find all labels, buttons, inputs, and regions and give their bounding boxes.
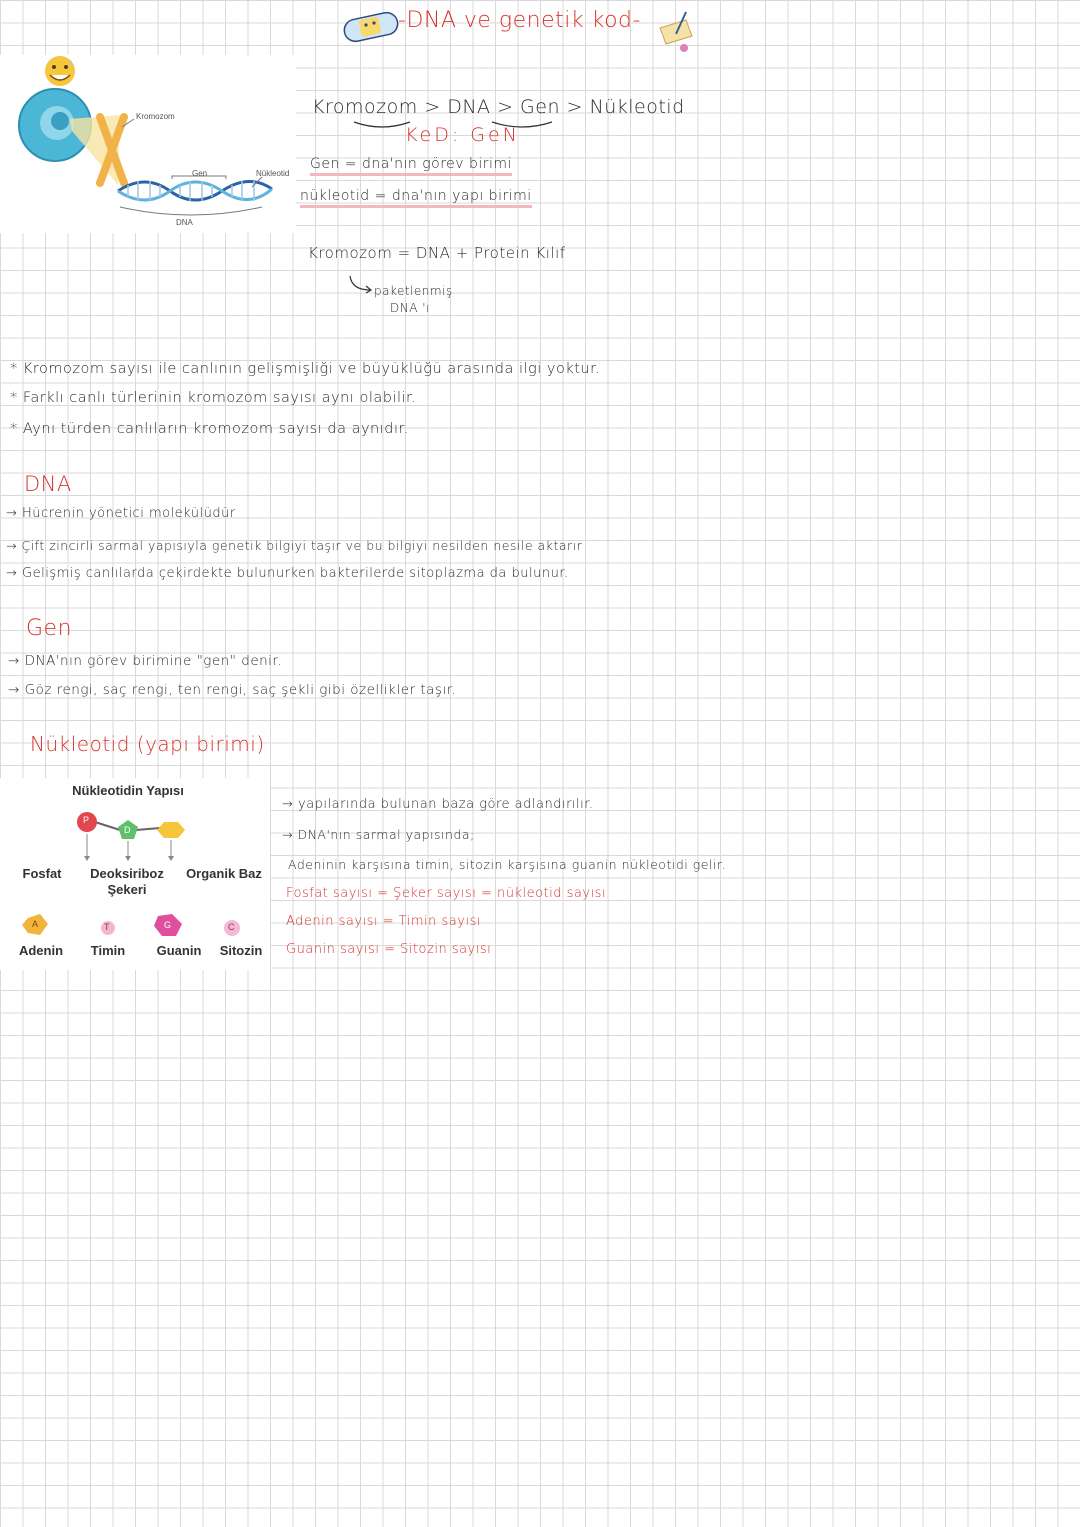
base-name-adenin: Adenin: [18, 943, 64, 958]
microscope-sticker-icon: [652, 6, 698, 58]
note-item: * Farklı canlı türlerinin kromozom sayısı aynı olabilir.: [10, 390, 417, 406]
base-letter-a: A: [32, 919, 39, 929]
chromosome-diagram-art: [0, 55, 296, 233]
nukleotid-equation: Fosfat sayısı = Şeker sayısı = nükleotid sayısı: [286, 886, 607, 901]
note-item: * Aynı türden canlıların kromozom sayısı da aynıdır.: [10, 421, 409, 437]
dna-label: DNA: [176, 218, 193, 227]
d-letter: D: [124, 825, 131, 835]
base-letter-g: G: [164, 920, 172, 930]
gen-item: → Göz rengi, saç rengi, ten rengi, saç şekli gibi özellikler taşır.: [8, 682, 457, 698]
dna-item: → Gelişmiş canlılarda çekirdekte bulunurken bakterilerde sitoplazma da bulunur.: [6, 566, 569, 581]
gen-heading: Gen: [26, 616, 73, 641]
base-letter-c: C: [228, 922, 235, 932]
dna-item: → Hücrenin yönetici molekülüdür: [6, 506, 236, 521]
hierarchy-line: Kromozom > DNA > Gen > Nükleotid: [312, 96, 685, 118]
nukleotid-item: → yapılarında bulunan baza göre adlandırılır.: [282, 797, 594, 812]
gen-label: Gen: [192, 169, 208, 178]
fosfat-label: Fosfat: [22, 866, 62, 881]
gen-item: → DNA'nın görev birimine "gen" denir.: [8, 653, 283, 669]
nukleotid-definition: [300, 188, 532, 204]
nukleotid-item: → DNA'nın sarmal yapısında;: [282, 827, 475, 842]
paket-arrow-icon: [346, 274, 376, 296]
kromozom-definition: Kromozom = DNA + Protein Kılıf: [308, 244, 566, 262]
baz-label: Organik Baz: [186, 866, 262, 881]
paket-note-2: DNA 'ı: [390, 301, 430, 315]
page-title: -DNA ve genetik kod-: [398, 8, 641, 33]
kromozom-label: Kromozom: [136, 112, 175, 121]
bandage-sticker-icon: [340, 8, 402, 48]
gen-definition-text: Gen = dna'nın görev birimi: [310, 156, 512, 176]
paket-note-1: paketlenmiş: [374, 284, 453, 298]
nukleotid-item: Adeninin karşısına timin, sitozin karşısına guanin nükleotidi gelir.: [288, 857, 726, 872]
dna-item: → Çift zincirli sarmal yapısıyla genetik bilgiyi taşır ve bu bilgiyi nesilden nesile aktarır: [6, 538, 583, 553]
p-letter: P: [83, 815, 90, 825]
base-name-guanin: Guanin: [156, 943, 202, 958]
nukleotid-diagram-title: Nükleotidin Yapısı: [72, 783, 184, 798]
seker-label: Deoksiriboz Şekeri: [90, 866, 164, 897]
base-name-sitozin: Sitozin: [219, 943, 263, 958]
note-item: * Kromozom sayısı ile canlının gelişmişliği ve büyüklüğü arasında ilgi yoktur.: [10, 361, 601, 377]
chromosome-diagram: [0, 55, 296, 233]
nukleotid-label: Nükleotid: [256, 169, 290, 178]
mnemonic: KeD: GeN: [405, 124, 520, 146]
nukleotid-equation: Adenin sayısı = Timin sayısı: [286, 914, 481, 929]
nukleotid-equation: Guanin sayısı = Sitozin sayısı: [286, 942, 492, 957]
base-name-timin: Timin: [90, 943, 126, 958]
dna-heading: DNA: [24, 472, 72, 496]
nukleotid-heading: Nükleotid (yapı birimi): [30, 732, 265, 756]
nukleotid-definition-text: nükleotid = dna'nın yapı birimi: [300, 188, 532, 208]
gen-definition: [310, 156, 512, 172]
base-letter-t: T: [104, 922, 110, 932]
nukleotid-diagram: [0, 778, 270, 970]
